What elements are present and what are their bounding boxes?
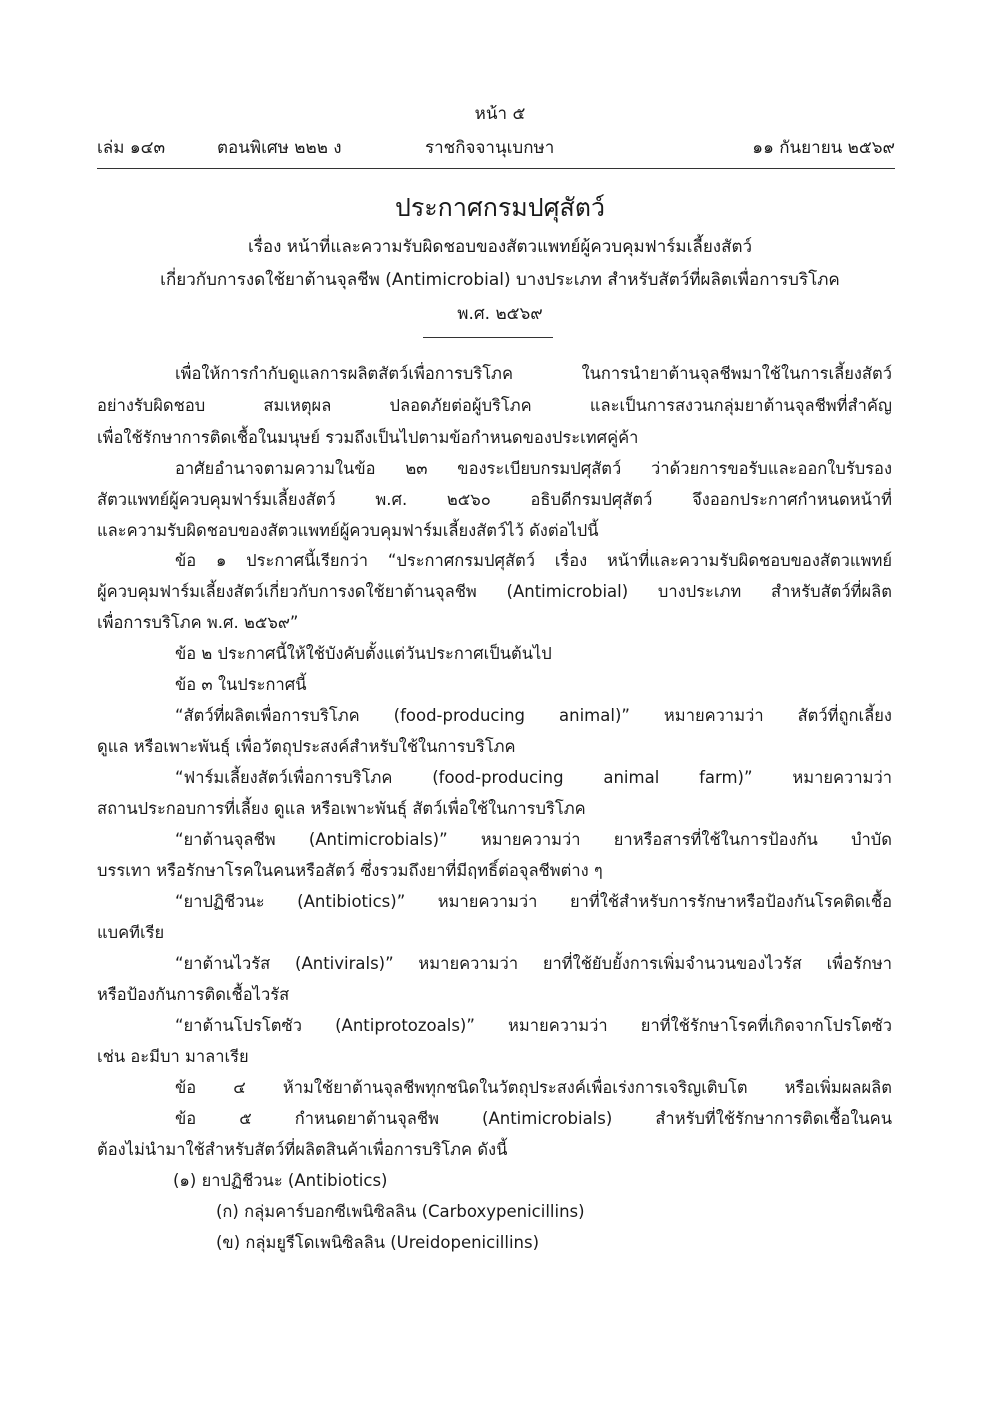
- definition-antimicrobials: “ยาต้านจุลชีพ (Antimicrobials)” หมายความว่า ยาหรือสารที่ใช้ในการป้องกัน บำบัด: [175, 830, 892, 849]
- gazette-name: ราชกิจจานุเบกษา: [425, 138, 555, 158]
- body-line: ต้องไม่นำมาใช้สำหรับสัตว์ที่ผลิตสินค้าเพื่อการบริโภค ดังนี้: [97, 1140, 508, 1159]
- announcement-subject-line-2: เกี่ยวกับการงดใช้ยาต้านจุลชีพ (Antimicrobial) บางประเภท สำหรับสัตว์ที่ผลิตเพื่อการบริโภค: [160, 270, 840, 290]
- clause-4: ข้อ ๔ ห้ามใช้ยาต้านจุลชีพทุกชนิดในวัตถุประสงค์เพื่อเร่งการเจริญเติบโต หรือเพิ่มผลผลิต: [175, 1078, 892, 1097]
- clause-3: ข้อ ๓ ในประกาศนี้: [175, 675, 307, 694]
- definition-antibiotics: “ยาปฏิชีวนะ (Antibiotics)” หมายความว่า ยาที่ใช้สำหรับการรักษาหรือป้องกันโรคติดเชื้อ: [175, 892, 892, 911]
- body-line: แบคทีเรีย: [97, 923, 165, 942]
- body-line: ผู้ควบคุมฟาร์มเลี้ยงสัตว์เกี่ยวกับการงดใช้ยาต้านจุลชีพ (Antimicrobial) บางประเภท สำหรับสัตว์ที่ผลิต: [97, 582, 892, 601]
- definition-food-producing-farm: “ฟาร์มเลี้ยงสัตว์เพื่อการบริโภค (food-producing animal farm)” หมายความว่า: [175, 768, 892, 787]
- body-line: ดูแล หรือเพาะพันธุ์ เพื่อวัตถุประสงค์สำหรับใช้ในการบริโภค: [97, 737, 516, 756]
- body-line: เพื่อใช้รักษาการติดเชื้อในมนุษย์ รวมถึงเป็นไปตามข้อกำหนดของประเทศคู่ค้า: [97, 428, 639, 447]
- title-divider: [423, 337, 553, 338]
- body-line: บรรเทา หรือรักษาโรคในคนหรือสัตว์ ซึ่งรวมถึงยาที่มีฤทธิ์ต่อจุลชีพต่าง ๆ: [97, 861, 603, 880]
- body-line: เช่น อะมีบา มาลาเรีย: [97, 1047, 249, 1066]
- body-line: สัตวแพทย์ผู้ควบคุมฟาร์มเลี้ยงสัตว์ พ.ศ. ๒๕๖๐ อธิบดีกรมปศุสัตว์ จึงออกประกาศกำหนดหน้าที่: [97, 490, 892, 509]
- publication-date: ๑๑ กันยายน ๒๕๖๙: [752, 138, 895, 158]
- body-line: เพื่อให้การกำกับดูแลการผลิตสัตว์เพื่อการบริโภค ในการนำยาต้านจุลชีพมาใช้ในการเลี้ยงสัตว์: [175, 364, 892, 383]
- volume-number: เล่ม ๑๔๓: [97, 138, 166, 158]
- body-line: อาศัยอำนาจตามความในข้อ ๒๓ ของระเบียบกรมปศุสัตว์ ว่าด้วยการขอรับและออกใบรับรอง: [175, 459, 892, 478]
- definition-antivirals: “ยาต้านไวรัส (Antivirals)” หมายความว่า ยาที่ใช้ยับยั้งการเพิ่มจำนวนของไวรัส เพื่อรักษา: [175, 954, 892, 973]
- clause-5: ข้อ ๕ กำหนดยาต้านจุลชีพ (Antimicrobials) สำหรับที่ใช้รักษาการติดเชื้อในคน: [175, 1109, 892, 1128]
- announcement-subject-line-1: เรื่อง หน้าที่และความรับผิดชอบของสัตวแพทย์ผู้ควบคุมฟาร์มเลี้ยงสัตว์: [247, 237, 753, 257]
- body-line: สถานประกอบการที่เลี้ยง ดูแล หรือเพาะพันธุ์ สัตว์เพื่อใช้ในการบริโภค: [97, 799, 586, 818]
- section-number: ตอนพิเศษ ๒๒๒ ง: [217, 138, 342, 158]
- list-item-antibiotics: (๑) ยาปฏิชีวนะ (Antibiotics): [173, 1171, 388, 1190]
- body-line: และความรับผิดชอบของสัตวแพทย์ผู้ควบคุมฟาร์มเลี้ยงสัตว์ไว้ ดังต่อไปนี้: [97, 521, 599, 540]
- gazette-header: [97, 134, 895, 160]
- list-subitem-ureidopenicillins: (ข) กลุ่มยูรีโดเพนิซิลลิน (Ureidopenicillins): [216, 1233, 540, 1252]
- clause-1: ข้อ ๑ ประกาศนี้เรียกว่า “ประกาศกรมปศุสัตว์ เรื่อง หน้าที่และความรับผิดชอบของสัตวแพทย์: [175, 551, 892, 570]
- body-line: หรือป้องกันการติดเชื้อไวรัส: [97, 985, 290, 1004]
- definition-food-producing-animal: “สัตว์ที่ผลิตเพื่อการบริโภค (food-producing animal)” หมายความว่า สัตว์ที่ถูกเลี้ยง: [175, 706, 892, 725]
- clause-2: ข้อ ๒ ประกาศนี้ให้ใช้บังคับตั้งแต่วันประกาศเป็นต้นไป: [175, 644, 552, 663]
- body-line: เพื่อการบริโภค พ.ศ. ๒๕๖๙”: [97, 613, 299, 632]
- announcement-year: พ.ศ. ๒๕๖๙: [457, 304, 543, 324]
- definition-antiprotozoals: “ยาต้านโปรโตซัว (Antiprotozoals)” หมายความว่า ยาที่ใช้รักษาโรคที่เกิดจากโปรโตซัว: [175, 1016, 892, 1035]
- body-line: อย่างรับผิดชอบ สมเหตุผล ปลอดภัยต่อผู้บริโภค และเป็นการสงวนกลุ่มยาต้านจุลชีพที่สำคัญ: [97, 396, 892, 415]
- announcement-title: ประกาศกรมปศุสัตว์: [394, 193, 606, 222]
- header-divider: [97, 168, 895, 169]
- list-subitem-carboxypenicillins: (ก) กลุ่มคาร์บอกซีเพนิซิลลิน (Carboxypenicillins): [216, 1202, 585, 1221]
- page-number: หน้า ๕: [474, 104, 526, 124]
